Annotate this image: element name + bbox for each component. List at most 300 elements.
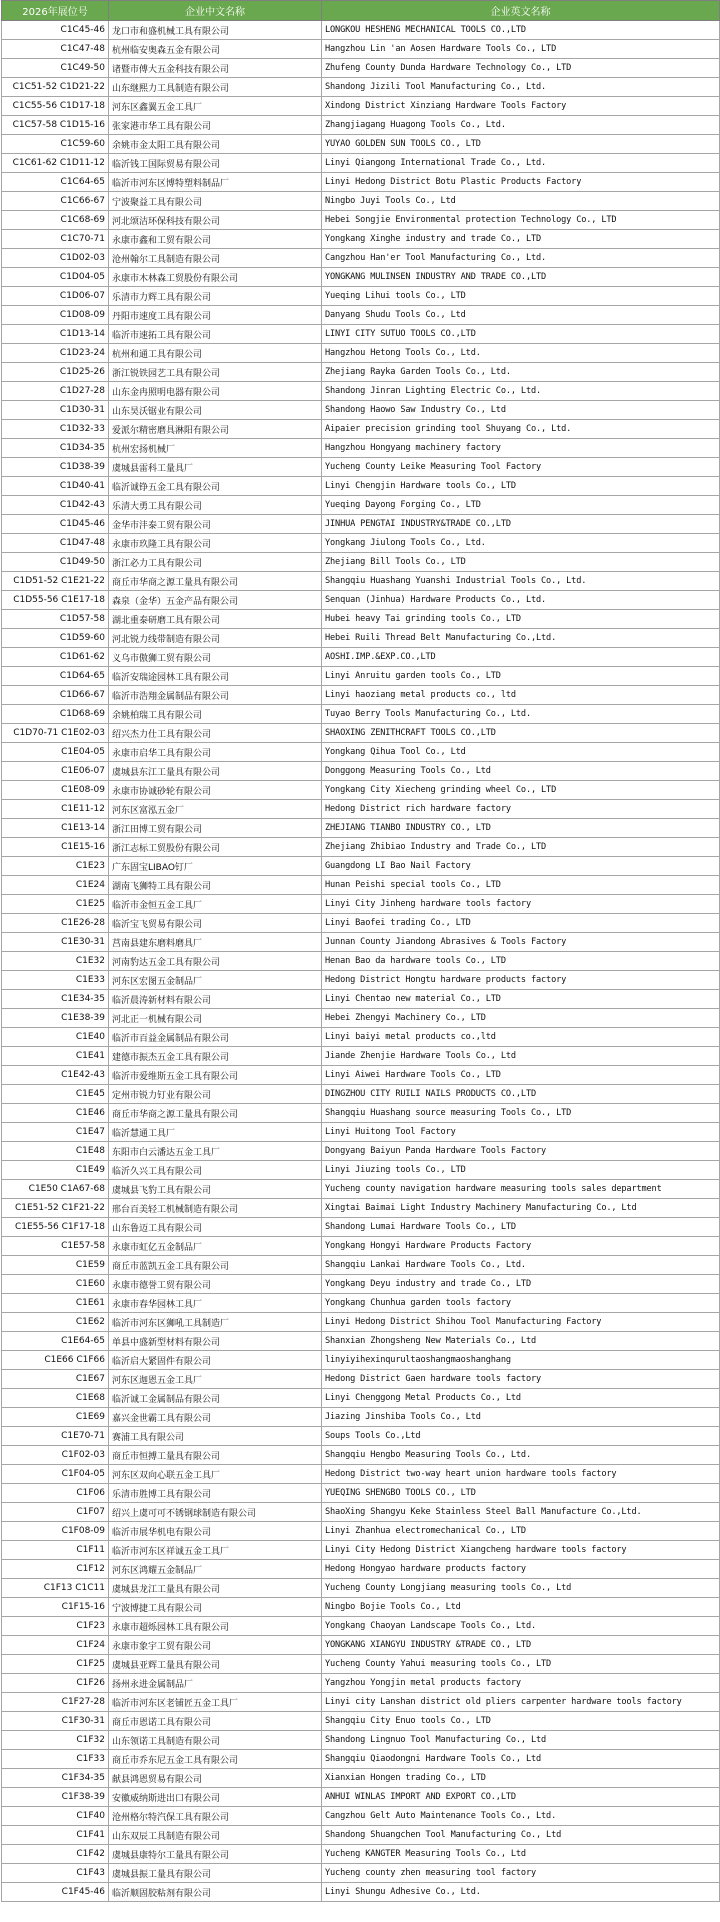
english-name-cell: Xindong District Xinziang Hardware Tools Factory bbox=[322, 97, 720, 116]
table-row bbox=[2, 990, 720, 1009]
english-name-cell: Shangqiu Lankai Hardware Tools Co., Ltd. bbox=[322, 1256, 720, 1275]
chinese-name-cell: 乐清市力辉工具有限公司 bbox=[109, 287, 322, 306]
chinese-name-cell: 广东固宝LIBAO钉厂 bbox=[109, 857, 322, 876]
chinese-name-cell: 安徽威纳斯进出口有限公司 bbox=[109, 1788, 322, 1807]
booth-number-cell: C1C70-71 bbox=[2, 230, 109, 249]
table-row bbox=[2, 192, 720, 211]
chinese-name-cell: 永康市德誉工贸有限公司 bbox=[109, 1275, 322, 1294]
chinese-name-cell: 河东区富泓五金厂 bbox=[109, 800, 322, 819]
booth-number-cell: C1C47-48 bbox=[2, 40, 109, 59]
english-name-cell: Dongyang Baiyun Panda Hardware Tools Factory bbox=[322, 1142, 720, 1161]
booth-number-cell: C1C68-69 bbox=[2, 211, 109, 230]
booth-number-cell: C1F06 bbox=[2, 1484, 109, 1503]
chinese-name-cell: 河东区鑫翼五金工具厂 bbox=[109, 97, 322, 116]
booth-number-cell: C1E33 bbox=[2, 971, 109, 990]
chinese-name-cell: 临沂顺固胶粘剂有限公司 bbox=[109, 1883, 322, 1902]
chinese-name-cell: 诸暨市傅大五金科技有限公司 bbox=[109, 59, 322, 78]
table-row bbox=[2, 1104, 720, 1123]
chinese-name-cell: 山东双辰工具制造有限公司 bbox=[109, 1826, 322, 1845]
booth-number-cell: C1D13-14 bbox=[2, 325, 109, 344]
booth-number-cell: C1D57-58 bbox=[2, 610, 109, 629]
english-name-cell: Yongkang Qihua Tool Co., Ltd bbox=[322, 743, 720, 762]
english-name-cell: Hedong District Gaen hardware tools factory bbox=[322, 1370, 720, 1389]
booth-number-cell: C1D06-07 bbox=[2, 287, 109, 306]
booth-number-cell: C1F15-16 bbox=[2, 1598, 109, 1617]
chinese-name-cell: 商丘市蓝凯五金工具有限公司 bbox=[109, 1256, 322, 1275]
table-row bbox=[2, 1807, 720, 1826]
english-name-cell: Linyi city Lanshan district old pliers carpenter hardware tools factory bbox=[322, 1693, 720, 1712]
english-name-cell: YUEQING SHENGBO TOOLS CO., LTD bbox=[322, 1484, 720, 1503]
table-row bbox=[2, 553, 720, 572]
table-row bbox=[2, 1769, 720, 1788]
table-row bbox=[2, 952, 720, 971]
chinese-name-cell: 临沂慧通工具厂 bbox=[109, 1123, 322, 1142]
english-name-cell: Zhejiang Zhibiao Industry and Trade Co., LTD bbox=[322, 838, 720, 857]
chinese-name-cell: 山东昊沃锯业有限公司 bbox=[109, 401, 322, 420]
chinese-name-cell: 赛浦工具有限公司 bbox=[109, 1427, 322, 1446]
english-name-cell: Linyi Anruitu garden tools Co., LTD bbox=[322, 667, 720, 686]
table-row bbox=[2, 572, 720, 591]
booth-number-cell: C1D23-24 bbox=[2, 344, 109, 363]
table-row bbox=[2, 705, 720, 724]
chinese-name-cell: 虞城县龙江工量具有限公司 bbox=[109, 1579, 322, 1598]
chinese-name-cell: 宁波博捷工具有限公司 bbox=[109, 1598, 322, 1617]
chinese-name-cell: 张家港市华工具有限公司 bbox=[109, 116, 322, 135]
english-name-cell: Shandong Shuangchen Tool Manufacturing Co., Ltd bbox=[322, 1826, 720, 1845]
chinese-name-cell: 杭州宏扬机械厂 bbox=[109, 439, 322, 458]
table-row bbox=[2, 1199, 720, 1218]
english-name-cell: Cangzhou Han'er Tool Manufacturing Co., Ltd. bbox=[322, 249, 720, 268]
table-row bbox=[2, 21, 720, 40]
english-name-cell: Jiazing Jinshiba Tools Co., Ltd bbox=[322, 1408, 720, 1427]
booth-number-cell: C1E38-39 bbox=[2, 1009, 109, 1028]
table-row bbox=[2, 154, 720, 173]
chinese-name-cell: 河东区宏图五金制品厂 bbox=[109, 971, 322, 990]
booth-number-cell: C1E11-12 bbox=[2, 800, 109, 819]
english-name-cell: YUYAO GOLDEN SUN TOOLS CO., LTD bbox=[322, 135, 720, 154]
table-row bbox=[2, 1237, 720, 1256]
chinese-name-cell: 临沂启大紧固件有限公司 bbox=[109, 1351, 322, 1370]
booth-number-cell: C1F33 bbox=[2, 1750, 109, 1769]
chinese-name-cell: 临沂晨涛新材料有限公司 bbox=[109, 990, 322, 1009]
english-name-cell: Tuyao Berry Tools Manufacturing Co., Ltd. bbox=[322, 705, 720, 724]
chinese-name-cell: 永康市木林森工贸股份有限公司 bbox=[109, 268, 322, 287]
chinese-name-cell: 献县鸿恩贸易有限公司 bbox=[109, 1769, 322, 1788]
table-row bbox=[2, 724, 720, 743]
english-name-cell: Linyi Qiangong International Trade Co., Ltd. bbox=[322, 154, 720, 173]
english-name-cell: Hedong District two-way heart union hardware tools factory bbox=[322, 1465, 720, 1484]
english-name-cell: DINGZHOU CITY RUILI NAILS PRODUCTS CO.,LTD bbox=[322, 1085, 720, 1104]
english-name-cell: Zhangjiagang Huagong Tools Co., Ltd. bbox=[322, 116, 720, 135]
chinese-name-cell: 永康市玖隆工具有限公司 bbox=[109, 534, 322, 553]
english-name-cell: Linyi haoziang metal products co., ltd bbox=[322, 686, 720, 705]
chinese-name-cell: 绍兴上虞可可不锈钢球制造有限公司 bbox=[109, 1503, 322, 1522]
table-row bbox=[2, 819, 720, 838]
table-row bbox=[2, 135, 720, 154]
table-row bbox=[2, 1085, 720, 1104]
english-name-cell: Shangqiu Hengbo Measuring Tools Co., Ltd. bbox=[322, 1446, 720, 1465]
header-chinese-name: 企业中文名称 bbox=[109, 1, 322, 21]
header-english-name: 企业英文名称 bbox=[322, 1, 720, 21]
english-name-cell: Yueqing Lihui tools Co., LTD bbox=[322, 287, 720, 306]
chinese-name-cell: 河南豹达五金工具有限公司 bbox=[109, 952, 322, 971]
table-row bbox=[2, 629, 720, 648]
table-row bbox=[2, 1845, 720, 1864]
booth-number-cell: C1F04-05 bbox=[2, 1465, 109, 1484]
table-row bbox=[2, 876, 720, 895]
chinese-name-cell: 嘉兴金世霸工具有限公司 bbox=[109, 1408, 322, 1427]
booth-number-cell: C1E68 bbox=[2, 1389, 109, 1408]
chinese-name-cell: 扬州永进金属制品厂 bbox=[109, 1674, 322, 1693]
booth-number-cell: C1E25 bbox=[2, 895, 109, 914]
booth-number-cell: C1F13 C1C11 bbox=[2, 1579, 109, 1598]
chinese-name-cell: 商丘市华商之源工量具有限公司 bbox=[109, 572, 322, 591]
booth-number-cell: C1C59-60 bbox=[2, 135, 109, 154]
english-name-cell: Linyi Hedong District Shihou Tool Manufacturing Factory bbox=[322, 1313, 720, 1332]
table-row bbox=[2, 173, 720, 192]
chinese-name-cell: 永康市鑫和工贸有限公司 bbox=[109, 230, 322, 249]
english-name-cell: Yongkang Deyu industry and trade Co., LTD bbox=[322, 1275, 720, 1294]
booth-number-cell: C1F41 bbox=[2, 1826, 109, 1845]
booth-number-cell: C1D30-31 bbox=[2, 401, 109, 420]
english-name-cell: Hebei Ruili Thread Belt Manufacturing Co.,Ltd. bbox=[322, 629, 720, 648]
english-name-cell: Shangqiu Huashang Yuanshi Industrial Tools Co., Ltd. bbox=[322, 572, 720, 591]
booth-number-cell: C1D32-33 bbox=[2, 420, 109, 439]
english-name-cell: Yangzhou Yongjin metal products factory bbox=[322, 1674, 720, 1693]
table-row bbox=[2, 1693, 720, 1712]
english-name-cell: Linyi City Jinheng hardware tools factory bbox=[322, 895, 720, 914]
english-name-cell: Shandong Lingnuo Tool Manufacturing Co., Ltd bbox=[322, 1731, 720, 1750]
english-name-cell: Shandong Jizili Tool Manufacturing Co., Ltd. bbox=[322, 78, 720, 97]
booth-number-cell: C1D38-39 bbox=[2, 458, 109, 477]
table-row bbox=[2, 1275, 720, 1294]
chinese-name-cell: 山东鲁迈工具有限公司 bbox=[109, 1218, 322, 1237]
english-name-cell: Shangqiu Huashang source measuring Tools Co., LTD bbox=[322, 1104, 720, 1123]
table-row bbox=[2, 401, 720, 420]
chinese-name-cell: 余姚市金太阳工具有限公司 bbox=[109, 135, 322, 154]
english-name-cell: ANHUI WINLAS IMPORT AND EXPORT CO.,LTD bbox=[322, 1788, 720, 1807]
booth-number-cell: C1D42-43 bbox=[2, 496, 109, 515]
booth-number-cell: C1C55-56 C1D17-18 bbox=[2, 97, 109, 116]
booth-number-cell: C1E48 bbox=[2, 1142, 109, 1161]
english-name-cell: Hangzhou Hongyang machinery factory bbox=[322, 439, 720, 458]
booth-number-cell: C1D70-71 C1E02-03 bbox=[2, 724, 109, 743]
english-name-cell: ZHEJIANG TIANBO INDUSTRY CO., LTD bbox=[322, 819, 720, 838]
table-row bbox=[2, 933, 720, 952]
table-row bbox=[2, 1883, 720, 1902]
table-row bbox=[2, 439, 720, 458]
english-name-cell: Hangzhou Lin 'an Aosen Hardware Tools Co., LTD bbox=[322, 40, 720, 59]
booth-number-cell: C1D68-69 bbox=[2, 705, 109, 724]
english-name-cell: ShaoXing Shangyu Keke Stainless Steel Ball Manufacture Co.,Ltd. bbox=[322, 1503, 720, 1522]
booth-number-cell: C1F45-46 bbox=[2, 1883, 109, 1902]
booth-number-cell: C1C49-50 bbox=[2, 59, 109, 78]
english-name-cell: Donggong Measuring Tools Co., Ltd bbox=[322, 762, 720, 781]
chinese-name-cell: 义乌市傲狮工贸有限公司 bbox=[109, 648, 322, 667]
booth-number-cell: C1D02-03 bbox=[2, 249, 109, 268]
table-row bbox=[2, 667, 720, 686]
booth-number-cell: C1D34-35 bbox=[2, 439, 109, 458]
chinese-name-cell: 永康市超烁园林工具有限公司 bbox=[109, 1617, 322, 1636]
table-row bbox=[2, 1598, 720, 1617]
table-row bbox=[2, 1731, 720, 1750]
chinese-name-cell: 永康市虹亿五金制品厂 bbox=[109, 1237, 322, 1256]
table-row bbox=[2, 534, 720, 553]
booth-number-cell: C1D59-60 bbox=[2, 629, 109, 648]
table-row bbox=[2, 1617, 720, 1636]
booth-number-cell: C1C61-62 C1D11-12 bbox=[2, 154, 109, 173]
table-row bbox=[2, 1864, 720, 1883]
english-name-cell: Yucheng KANGTER Measuring Tools Co., Ltd bbox=[322, 1845, 720, 1864]
english-name-cell: Linyi Shungu Adhesive Co., Ltd. bbox=[322, 1883, 720, 1902]
booth-number-cell: C1E34-35 bbox=[2, 990, 109, 1009]
booth-number-cell: C1C45-46 bbox=[2, 21, 109, 40]
booth-number-cell: C1F25 bbox=[2, 1655, 109, 1674]
chinese-name-cell: 商丘市恒搏工量具有限公司 bbox=[109, 1446, 322, 1465]
table-row bbox=[2, 1522, 720, 1541]
english-name-cell: Hedong District Hongtu hardware products factory bbox=[322, 971, 720, 990]
table-row bbox=[2, 648, 720, 667]
english-name-cell: Linyi Huitong Tool Factory bbox=[322, 1123, 720, 1142]
booth-number-cell: C1E24 bbox=[2, 876, 109, 895]
english-name-cell: Linyi Zhanhua electromechanical Co., LTD bbox=[322, 1522, 720, 1541]
english-name-cell: Linyi Chengjin Hardware tools Co., LTD bbox=[322, 477, 720, 496]
booth-number-cell: C1E32 bbox=[2, 952, 109, 971]
booth-number-cell: C1E50 C1A67-68 bbox=[2, 1180, 109, 1199]
table-row bbox=[2, 325, 720, 344]
english-name-cell: Shanxian Zhongsheng New Materials Co., Ltd bbox=[322, 1332, 720, 1351]
booth-number-cell: C1E51-52 C1F21-22 bbox=[2, 1199, 109, 1218]
english-name-cell: Hubei heavy Tai grinding tools Co., LTD bbox=[322, 610, 720, 629]
chinese-name-cell: 浙江锐铁园艺工具有限公司 bbox=[109, 363, 322, 382]
table-row bbox=[2, 1636, 720, 1655]
table-row bbox=[2, 1142, 720, 1161]
chinese-name-cell: 河东区迦恩五金工具厂 bbox=[109, 1370, 322, 1389]
table-row bbox=[2, 287, 720, 306]
booth-number-cell: C1C57-58 C1D15-16 bbox=[2, 116, 109, 135]
english-name-cell: Linyi City Hedong District Xiangcheng hardware tools factory bbox=[322, 1541, 720, 1560]
chinese-name-cell: 绍兴杰力仕工具有限公司 bbox=[109, 724, 322, 743]
table-row bbox=[2, 895, 720, 914]
table-row bbox=[2, 1370, 720, 1389]
chinese-name-cell: 临沂安瑞途园林工具有限公司 bbox=[109, 667, 322, 686]
chinese-name-cell: 河东区鸿耀五金制品厂 bbox=[109, 1560, 322, 1579]
chinese-name-cell: 永康市象宇工贸有限公司 bbox=[109, 1636, 322, 1655]
table-row bbox=[2, 1161, 720, 1180]
booth-number-cell: C1D51-52 C1E21-22 bbox=[2, 572, 109, 591]
table-row bbox=[2, 78, 720, 97]
booth-number-cell: C1D08-09 bbox=[2, 306, 109, 325]
chinese-name-cell: 乐清市胜博工具有限公司 bbox=[109, 1484, 322, 1503]
table-row bbox=[2, 458, 720, 477]
chinese-name-cell: 沧州翰尔工具制造有限公司 bbox=[109, 249, 322, 268]
table-row bbox=[2, 1655, 720, 1674]
table-row bbox=[2, 1123, 720, 1142]
table-row bbox=[2, 686, 720, 705]
chinese-name-cell: 余姚柏瑞工具有限公司 bbox=[109, 705, 322, 724]
english-name-cell: Yucheng County Yahui measuring tools Co., LTD bbox=[322, 1655, 720, 1674]
english-name-cell: Jiande Zhenjie Hardware Tools Co., Ltd bbox=[322, 1047, 720, 1066]
english-name-cell: Hebei Songjie Environmental protection Technology Co., LTD bbox=[322, 211, 720, 230]
table-row bbox=[2, 1047, 720, 1066]
booth-number-cell: C1F02-03 bbox=[2, 1446, 109, 1465]
table-row bbox=[2, 1826, 720, 1845]
booth-number-cell: C1F32 bbox=[2, 1731, 109, 1750]
chinese-name-cell: 山东继熙力工具制造有限公司 bbox=[109, 78, 322, 97]
chinese-name-cell: 龙口市和盛机械工具有限公司 bbox=[109, 21, 322, 40]
chinese-name-cell: 虞城县东江工量具有限公司 bbox=[109, 762, 322, 781]
table-row bbox=[2, 1028, 720, 1047]
booth-number-cell: C1E61 bbox=[2, 1294, 109, 1313]
english-name-cell: Yongkang Chaoyan Landscape Tools Co., Ltd. bbox=[322, 1617, 720, 1636]
table-row bbox=[2, 1294, 720, 1313]
booth-number-cell: C1E55-56 C1F17-18 bbox=[2, 1218, 109, 1237]
english-name-cell: Zhufeng County Dunda Hardware Technology Co., LTD bbox=[322, 59, 720, 78]
table-row bbox=[2, 1788, 720, 1807]
english-name-cell: Shandong Haowo Saw Industry Co., Ltd bbox=[322, 401, 720, 420]
chinese-name-cell: 邢台百美轻工机械制造有限公司 bbox=[109, 1199, 322, 1218]
booth-number-cell: C1E60 bbox=[2, 1275, 109, 1294]
table-row bbox=[2, 1218, 720, 1237]
english-name-cell: AOSHI.IMP.&EXP.CO.,LTD bbox=[322, 648, 720, 667]
english-name-cell: linyiyihexinqurultaoshangmaoshanghang bbox=[322, 1351, 720, 1370]
chinese-name-cell: 单县中盛新型材料有限公司 bbox=[109, 1332, 322, 1351]
chinese-name-cell: 永康市协诚砂轮有限公司 bbox=[109, 781, 322, 800]
chinese-name-cell: 山东金冉照明电器有限公司 bbox=[109, 382, 322, 401]
booth-number-cell: C1D25-26 bbox=[2, 363, 109, 382]
table-row bbox=[2, 1465, 720, 1484]
chinese-name-cell: 杭州临安奥森五金有限公司 bbox=[109, 40, 322, 59]
booth-number-cell: C1E47 bbox=[2, 1123, 109, 1142]
table-row bbox=[2, 591, 720, 610]
booth-number-cell: C1E49 bbox=[2, 1161, 109, 1180]
booth-number-cell: C1F08-09 bbox=[2, 1522, 109, 1541]
table-row bbox=[2, 1446, 720, 1465]
table-row bbox=[2, 230, 720, 249]
chinese-name-cell: 临沂市河东区狮吼工具制造厂 bbox=[109, 1313, 322, 1332]
chinese-name-cell: 临沂诚工金属制品有限公司 bbox=[109, 1389, 322, 1408]
table-row bbox=[2, 420, 720, 439]
header-booth-number: 2026年展位号 bbox=[2, 1, 109, 21]
english-name-cell: Hangzhou Hetong Tools Co., Ltd. bbox=[322, 344, 720, 363]
english-name-cell: Ningbo Juyi Tools Co., Ltd bbox=[322, 192, 720, 211]
chinese-name-cell: 临沂市速拓工具有限公司 bbox=[109, 325, 322, 344]
booth-number-cell: C1D64-65 bbox=[2, 667, 109, 686]
chinese-name-cell: 商丘市乔东尼五金工具有限公司 bbox=[109, 1750, 322, 1769]
chinese-name-cell: 湖南飞狮特工具有限公司 bbox=[109, 876, 322, 895]
chinese-name-cell: 爱派尔精密磨具淋阳有限公司 bbox=[109, 420, 322, 439]
chinese-name-cell: 临沂市河东区祥诚五金工具厂 bbox=[109, 1541, 322, 1560]
booth-number-cell: C1C66-67 bbox=[2, 192, 109, 211]
english-name-cell: Yucheng county zhen measuring tool factory bbox=[322, 1864, 720, 1883]
english-name-cell: Yongkang City Xiecheng grinding wheel Co., LTD bbox=[322, 781, 720, 800]
chinese-name-cell: 定州市锐力钉业有限公司 bbox=[109, 1085, 322, 1104]
table-row bbox=[2, 971, 720, 990]
english-name-cell: Yongkang Jiulong Tools Co., Ltd. bbox=[322, 534, 720, 553]
english-name-cell: Shandong Lumai Hardware Tools Co., LTD bbox=[322, 1218, 720, 1237]
booth-number-cell: C1D45-46 bbox=[2, 515, 109, 534]
chinese-name-cell: 临沂市河东区博特塑料制品厂 bbox=[109, 173, 322, 192]
table-row bbox=[2, 1560, 720, 1579]
chinese-name-cell: 临沂市百益金属制品有限公司 bbox=[109, 1028, 322, 1047]
english-name-cell: Cangzhou Gelt Auto Maintenance Tools Co., Ltd. bbox=[322, 1807, 720, 1826]
table-row bbox=[2, 1009, 720, 1028]
booth-number-cell: C1E06-07 bbox=[2, 762, 109, 781]
table-row bbox=[2, 1712, 720, 1731]
header-row bbox=[2, 1, 720, 21]
booth-number-cell: C1F27-28 bbox=[2, 1693, 109, 1712]
english-name-cell: Hedong District rich hardware factory bbox=[322, 800, 720, 819]
table-row bbox=[2, 838, 720, 857]
chinese-name-cell: 莒南县建东磨料磨具厂 bbox=[109, 933, 322, 952]
booth-number-cell: C1D61-62 bbox=[2, 648, 109, 667]
chinese-name-cell: 杭州和通工具有限公司 bbox=[109, 344, 322, 363]
booth-number-cell: C1E26-28 bbox=[2, 914, 109, 933]
booth-number-cell: C1E23 bbox=[2, 857, 109, 876]
booth-number-cell: C1F34-35 bbox=[2, 1769, 109, 1788]
chinese-name-cell: 湖北重泰研磨工具有限公司 bbox=[109, 610, 322, 629]
chinese-name-cell: 宁波聚益工具有限公司 bbox=[109, 192, 322, 211]
booth-number-cell: C1F26 bbox=[2, 1674, 109, 1693]
table-row bbox=[2, 1541, 720, 1560]
table-row bbox=[2, 1351, 720, 1370]
chinese-name-cell: 临沂市展华机电有限公司 bbox=[109, 1522, 322, 1541]
chinese-name-cell: 浙江必力工具有限公司 bbox=[109, 553, 322, 572]
chinese-name-cell: 临沂钱工国际贸易有限公司 bbox=[109, 154, 322, 173]
booth-number-cell: C1F12 bbox=[2, 1560, 109, 1579]
chinese-name-cell: 乐清大勇工具有限公司 bbox=[109, 496, 322, 515]
english-name-cell: Guangdong LI Bao Nail Factory bbox=[322, 857, 720, 876]
english-name-cell: YONGKANG XIANGYU INDUSTRY &TRADE CO., LTD bbox=[322, 1636, 720, 1655]
english-name-cell: Hedong Hongyao hardware products factory bbox=[322, 1560, 720, 1579]
english-name-cell: JINHUA PENGTAI INDUSTRY&TRADE CO.,LTD bbox=[322, 515, 720, 534]
table-row bbox=[2, 1579, 720, 1598]
chinese-name-cell: 临沂市爱维斯五金工具有限公司 bbox=[109, 1066, 322, 1085]
english-name-cell: Shandong Jinran Lighting Electric Co., Ltd. bbox=[322, 382, 720, 401]
booth-number-cell: C1E46 bbox=[2, 1104, 109, 1123]
english-name-cell: Shangqiu City Enuo tools Co., LTD bbox=[322, 1712, 720, 1731]
booth-number-cell: C1E64-65 bbox=[2, 1332, 109, 1351]
booth-number-cell: C1F40 bbox=[2, 1807, 109, 1826]
booth-number-cell: C1D04-05 bbox=[2, 268, 109, 287]
table-row bbox=[2, 116, 720, 135]
chinese-name-cell: 临沂诚铮五金工具有限公司 bbox=[109, 477, 322, 496]
english-name-cell: Soups Tools Co.,Ltd bbox=[322, 1427, 720, 1446]
booth-number-cell: C1E57-58 bbox=[2, 1237, 109, 1256]
booth-number-cell: C1D47-48 bbox=[2, 534, 109, 553]
english-name-cell: Yongkang Xinghe industry and trade Co., LTD bbox=[322, 230, 720, 249]
table-row bbox=[2, 249, 720, 268]
table-row bbox=[2, 1484, 720, 1503]
english-name-cell: SHAOXING ZENITHCRAFT TOOLS CO.,LTD bbox=[322, 724, 720, 743]
table-row bbox=[2, 268, 720, 287]
booth-number-cell: C1E40 bbox=[2, 1028, 109, 1047]
booth-number-cell: C1E41 bbox=[2, 1047, 109, 1066]
table-row bbox=[2, 363, 720, 382]
booth-number-cell: C1E42-43 bbox=[2, 1066, 109, 1085]
chinese-name-cell: 临沂宝飞贸易有限公司 bbox=[109, 914, 322, 933]
booth-number-cell: C1F43 bbox=[2, 1864, 109, 1883]
english-name-cell: Linyi Aiwei Hardware Tools Co., LTD bbox=[322, 1066, 720, 1085]
english-name-cell: YONGKANG MULINSEN INDUSTRY AND TRADE CO.,LTD bbox=[322, 268, 720, 287]
chinese-name-cell: 虞城县康特尔工量具有限公司 bbox=[109, 1845, 322, 1864]
table-row bbox=[2, 762, 720, 781]
booth-number-cell: C1F11 bbox=[2, 1541, 109, 1560]
english-name-cell: LINYI CITY SUTUO TOOLS CO.,LTD bbox=[322, 325, 720, 344]
chinese-name-cell: 山东领诺工具制造有限公司 bbox=[109, 1731, 322, 1750]
chinese-name-cell: 东阳市白云潘达五金工具厂 bbox=[109, 1142, 322, 1161]
english-name-cell: Linyi Jiuzing tools Co., LTD bbox=[322, 1161, 720, 1180]
